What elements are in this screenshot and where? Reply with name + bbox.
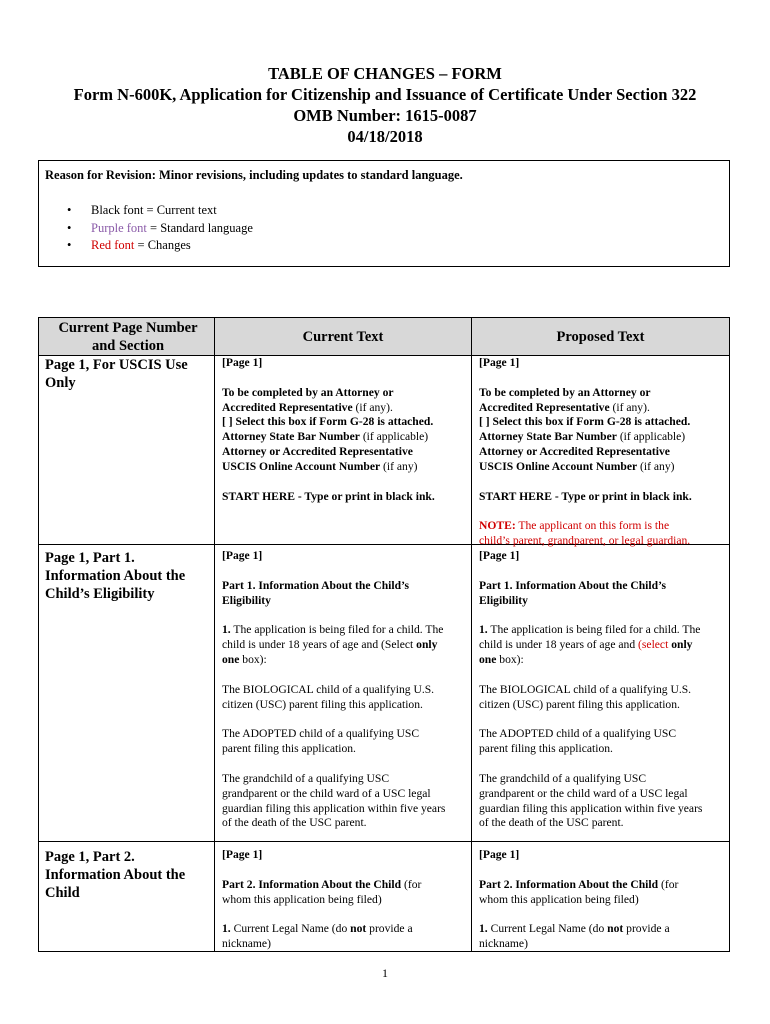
part-heading: whom this application being filed) <box>222 892 382 906</box>
part-heading: (for <box>401 877 422 891</box>
current-text-uscis-use <box>222 356 470 504</box>
section-label-part-1: Page 1, Part 1. Information About the Child’s Eligibility <box>45 550 186 602</box>
option-grandchild: guardian filing this application within five years <box>479 801 703 815</box>
note-text: The applicant on this form is the <box>515 519 670 533</box>
header-current-text: Current Text <box>302 329 384 345</box>
header-proposed-text: Proposed Text <box>556 329 645 345</box>
reason-for-revision-box <box>38 160 730 267</box>
part-heading: (for <box>658 877 679 891</box>
question-text: box): <box>496 652 524 666</box>
attorney-line: Attorney or Accredited Representative <box>222 444 413 458</box>
section-label-part-2: Page 1, Part 2. Information About the Child <box>45 849 186 901</box>
proposed-text-uscis-use <box>479 356 728 549</box>
question-text: one <box>479 652 497 666</box>
proposed-text-part-1 <box>479 549 728 831</box>
table-border <box>729 317 730 952</box>
changed-text: (select <box>638 638 672 652</box>
legend-text: = Changes <box>134 238 191 252</box>
part-heading: whom this application being filed) <box>479 892 639 906</box>
option-grandchild: grandparent or the child ward of a USC legal <box>222 786 431 800</box>
changes-table <box>38 317 730 952</box>
question-text: The application is being filed for a child. The <box>230 623 444 637</box>
option-grandchild: grandparent or the child ward of a USC legal <box>479 786 688 800</box>
account-number-line: (if any) <box>380 459 418 473</box>
option-adopted: parent filing this application. <box>479 742 613 756</box>
color-legend <box>67 202 253 255</box>
bullet-icon: • <box>67 220 72 235</box>
row-divider <box>38 841 730 842</box>
question-text: child is under 18 years of age and (Select <box>222 638 417 652</box>
table-border <box>38 317 730 318</box>
account-number-line: (if any) <box>637 459 675 473</box>
page-ref: [Page 1] <box>222 549 263 562</box>
g28-checkbox-line: [ ] Select this box if Form G-28 is attached. <box>222 415 434 429</box>
document-title <box>0 63 770 147</box>
part-heading: Eligibility <box>479 593 528 607</box>
attorney-line: (if any). <box>609 400 650 414</box>
proposed-text-part-2 <box>479 848 728 952</box>
option-grandchild: The grandchild of a qualifying USC <box>479 771 647 785</box>
current-text-part-2 <box>222 848 470 952</box>
page-number: 1 <box>382 966 388 980</box>
option-biological: The BIOLOGICAL child of a qualifying U.S. <box>479 682 692 696</box>
bar-number-line: (if applicable) <box>359 430 429 444</box>
part-heading: Eligibility <box>222 593 271 607</box>
question-text: nickname) <box>479 937 528 951</box>
option-biological: citizen (USC) parent filing this application. <box>222 697 423 711</box>
question-text: one <box>222 652 240 666</box>
legend-item-black <box>67 202 253 220</box>
bar-number-line: Attorney State Bar Number <box>222 430 360 444</box>
page-ref: [Page 1] <box>479 848 520 861</box>
legend-text: Black font = Current text <box>91 203 217 217</box>
title-line-4: 04/18/2018 <box>347 127 423 146</box>
part-heading: Part 2. Information About the Child <box>479 877 659 891</box>
question-text: provide a <box>623 922 670 936</box>
option-adopted: parent filing this application. <box>222 742 356 756</box>
account-number-line: USCIS Online Account Number <box>222 459 381 473</box>
question-text: provide a <box>366 922 413 936</box>
page-ref: [Page 1] <box>222 356 263 369</box>
title-line-1: TABLE OF CHANGES – FORM <box>268 64 502 83</box>
option-adopted: The ADOPTED child of a qualifying USC <box>222 727 420 741</box>
option-grandchild: of the death of the USC parent. <box>222 816 367 830</box>
page-ref: [Page 1] <box>479 549 520 562</box>
question-text: only <box>416 638 438 652</box>
question-text: box): <box>239 652 267 666</box>
header-page-section: Current Page Number and Section <box>58 320 198 354</box>
question-text: child is under 18 years of age and <box>479 638 639 652</box>
question-text: nickname) <box>222 937 271 951</box>
start-here-line: START HERE - Type or print in black ink. <box>222 489 435 503</box>
option-biological: citizen (USC) parent filing this application. <box>479 697 680 711</box>
attorney-line: To be completed by an Attorney or <box>479 385 651 399</box>
question-text: not <box>350 922 367 936</box>
question-number: 1. <box>479 922 488 936</box>
question-number: 1. <box>222 623 231 637</box>
page-ref: [Page 1] <box>222 848 263 861</box>
question-number: 1. <box>479 623 488 637</box>
option-biological: The BIOLOGICAL child of a qualifying U.S. <box>222 682 435 696</box>
bar-number-line: Attorney State Bar Number <box>479 430 617 444</box>
legend-item-red <box>67 237 253 255</box>
question-text: Current Legal Name (do <box>487 922 608 936</box>
question-number: 1. <box>222 922 231 936</box>
question-text: The application is being filed for a child. The <box>487 623 701 637</box>
attorney-line: Accredited Representative <box>222 400 353 414</box>
option-grandchild: The grandchild of a qualifying USC <box>222 771 390 785</box>
title-line-2: Form N-600K, Application for Citizenship and Issuance of Certificate Under Section 322 <box>73 85 697 104</box>
question-text: not <box>607 922 624 936</box>
section-label-uscis-use: Page 1, For USCIS Use Only <box>45 357 188 391</box>
question-text: only <box>671 638 693 652</box>
question-text: Current Legal Name (do <box>230 922 351 936</box>
page-ref: [Page 1] <box>479 356 520 369</box>
attorney-line: Accredited Representative <box>479 400 610 414</box>
title-line-3: OMB Number: 1615-0087 <box>293 106 477 125</box>
note-label: NOTE: <box>479 519 516 533</box>
reason-text: Reason for Revision: Minor revisions, including updates to standard language. <box>45 168 463 182</box>
attorney-line: (if any). <box>352 400 393 414</box>
bullet-icon: • <box>67 238 72 252</box>
bullet-icon: • <box>67 203 72 217</box>
option-grandchild: of the death of the USC parent. <box>479 816 624 830</box>
table-border <box>38 317 39 952</box>
column-divider <box>214 317 215 952</box>
attorney-line: To be completed by an Attorney or <box>222 385 394 399</box>
legend-text: = Standard language <box>146 220 253 235</box>
part-heading: Part 2. Information About the Child <box>222 877 402 891</box>
start-here-line: START HERE - Type or print in black ink. <box>479 489 692 503</box>
legend-colored-text: Purple font <box>91 220 147 235</box>
option-adopted: The ADOPTED child of a qualifying USC <box>479 727 677 741</box>
part-heading: Part 1. Information About the Child’s <box>479 578 667 592</box>
part-heading: Part 1. Information About the Child’s <box>222 578 410 592</box>
column-divider <box>471 317 472 952</box>
note-text: child’s parent, grandparent, or legal guardian. <box>479 534 691 548</box>
legend-item-purple <box>67 220 253 238</box>
legend-colored-text: Red font <box>91 238 135 252</box>
attorney-line: Attorney or Accredited Representative <box>479 444 670 458</box>
current-text-part-1 <box>222 549 470 831</box>
account-number-line: USCIS Online Account Number <box>479 459 638 473</box>
bar-number-line: (if applicable) <box>616 430 686 444</box>
option-grandchild: guardian filing this application within five years <box>222 801 446 815</box>
g28-checkbox-line: [ ] Select this box if Form G-28 is attached. <box>479 415 691 429</box>
